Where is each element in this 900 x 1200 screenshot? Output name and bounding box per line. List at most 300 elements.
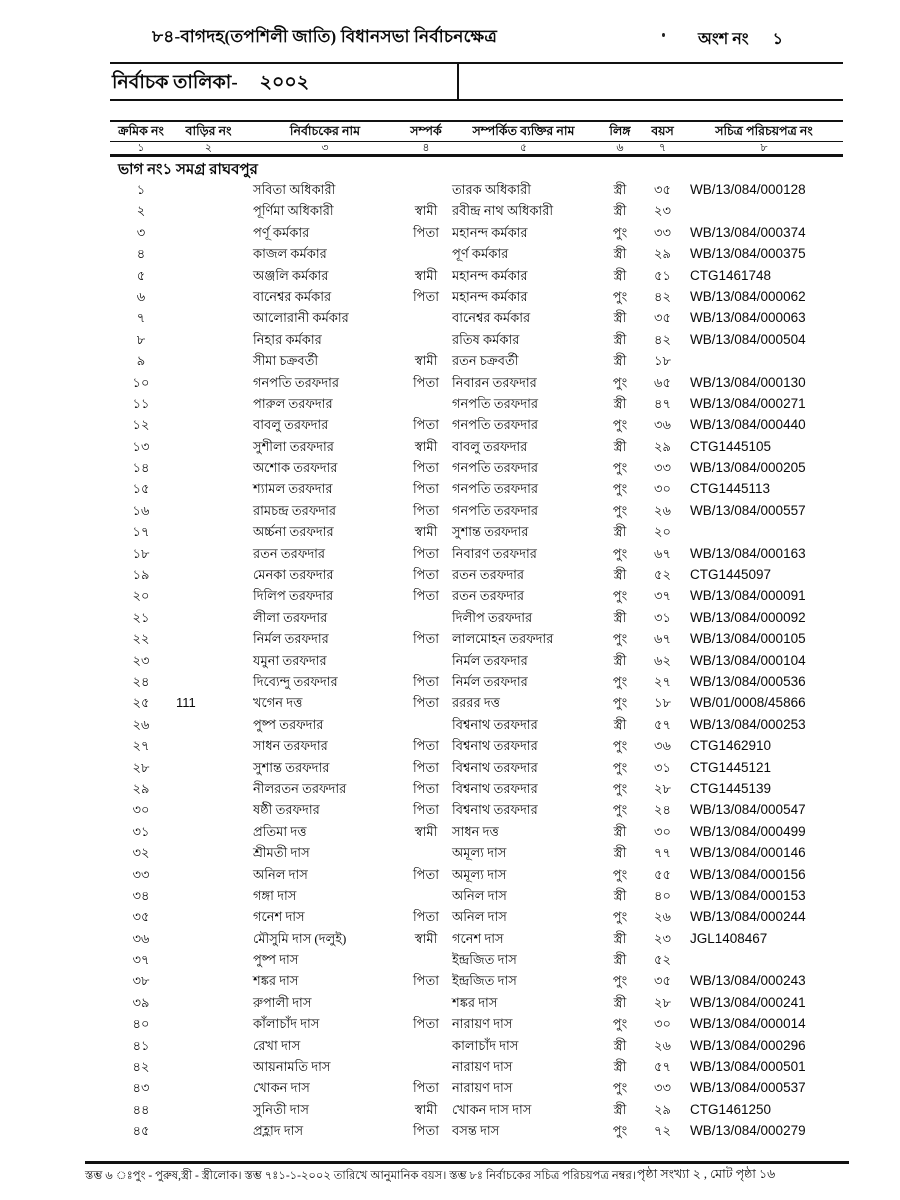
sex-cell: পুং <box>612 288 628 304</box>
relative-name-cell: বাবলু তরফদার <box>452 438 528 454</box>
serial-cell: ৪১ <box>132 1037 150 1053</box>
table-row <box>110 265 843 286</box>
serial-cell: ২৭ <box>132 738 150 754</box>
serial-cell: ৭ <box>136 310 146 326</box>
house-no-cell <box>172 286 245 307</box>
table-row <box>110 350 843 371</box>
house-no-cell <box>172 500 245 521</box>
relation-cell <box>405 992 447 1013</box>
table-row <box>110 521 843 542</box>
table-row <box>110 970 843 991</box>
sex-cell: স্ত্রী <box>613 716 627 732</box>
age-cell: ১৮ <box>654 695 671 711</box>
relative-name-cell: বিশ্বনাথ তরফদার <box>452 802 538 818</box>
elector-name-cell: রেখা দাস <box>253 1037 301 1053</box>
serial-cell: ১৯ <box>132 567 150 583</box>
elector-name-cell: কাজল কর্মকার <box>253 246 327 262</box>
relative-name-cell: অনিল দাস <box>452 909 507 925</box>
elector-name-cell: লীলা তরফদার <box>253 609 328 625</box>
relation-cell: পিতা <box>412 460 440 476</box>
elector-name-cell: অর্চ্চনা তরফদার <box>253 524 334 540</box>
column-number: ৩ <box>321 142 329 154</box>
relative-name-cell: বিশ্বনাথ তরফদার <box>452 716 538 732</box>
epic-number-cell: WB/13/084/000440 <box>690 417 806 433</box>
sex-cell: পুং <box>612 973 628 989</box>
serial-cell: ৪২ <box>132 1059 150 1075</box>
relation-cell: পিতা <box>412 588 440 604</box>
relative-name-cell: বিশ্বনাথ তরফদার <box>452 759 538 775</box>
sex-cell: স্ত্রী <box>613 331 627 347</box>
relative-name-cell: গনপতি তরফদার <box>452 417 538 433</box>
column-header: নির্বাচকের নাম <box>289 124 361 138</box>
relative-name-cell: অমূল্য দাস <box>452 866 507 882</box>
sex-cell: পুং <box>612 588 628 604</box>
relation-cell <box>405 842 447 863</box>
epic-number-cell: WB/13/084/000128 <box>690 182 806 197</box>
relation-cell: পিতা <box>412 481 440 497</box>
epic-number-cell: WB/13/084/000536 <box>690 673 806 689</box>
column-header: সম্পর্ক <box>410 124 442 138</box>
relative-name-cell: গনেশ দাস <box>452 930 504 946</box>
ink-dot <box>662 33 665 37</box>
table-row <box>110 714 843 735</box>
relation-cell: পিতা <box>412 802 440 818</box>
elector-name-cell: নিহার কর্মকার <box>253 331 322 347</box>
house-no-cell <box>172 478 245 499</box>
elector-name-cell: সাধন তরফদার <box>253 738 328 754</box>
serial-cell: ৮ <box>136 331 146 347</box>
age-cell: ৪২ <box>654 288 671 304</box>
relative-name-cell: গনপতি তরফদার <box>452 502 538 518</box>
rule-top <box>110 62 843 64</box>
sex-cell: পুং <box>612 780 628 796</box>
house-no-cell <box>172 992 245 1013</box>
house-no-cell <box>172 179 245 200</box>
age-cell: ২৩ <box>654 930 671 946</box>
sex-cell: পুং <box>612 909 628 925</box>
house-no-cell <box>172 778 245 799</box>
table-row <box>110 478 843 499</box>
elector-name-cell: পারুল তরফদার <box>253 395 333 411</box>
sex-cell: স্ত্রী <box>613 845 627 861</box>
epic-number-cell: WB/13/084/000063 <box>690 310 806 326</box>
elector-name-cell: খগেন দত্ত <box>253 695 303 711</box>
sex-cell: পুং <box>612 374 628 390</box>
house-no-cell <box>172 200 245 221</box>
relation-cell: পিতা <box>412 973 440 989</box>
table-row <box>110 564 843 585</box>
relation-cell <box>405 714 447 735</box>
epic-number-cell: WB/13/084/000547 <box>690 802 806 818</box>
serial-cell: ২৩ <box>132 652 150 668</box>
relation-cell: পিতা <box>412 866 440 882</box>
table-row <box>110 414 843 435</box>
epic-number-cell: WB/13/084/000156 <box>690 866 806 882</box>
relation-cell: পিতা <box>412 759 440 775</box>
house-no-cell <box>172 885 245 906</box>
house-no-cell <box>172 757 245 778</box>
house-no-cell <box>172 1035 245 1056</box>
house-no-cell <box>172 1077 245 1098</box>
relation-cell: পিতা <box>412 567 440 583</box>
elector-name-cell: প্রহ্লাদ দাস <box>253 1123 304 1139</box>
serial-cell: ১২ <box>132 417 150 433</box>
elector-name-cell: বানেশ্বর কর্মকার <box>253 288 332 304</box>
epic-number-cell: WB/13/084/000146 <box>690 845 806 861</box>
sex-cell: স্ত্রী <box>613 438 627 454</box>
serial-cell: ৩৫ <box>132 909 150 925</box>
relation-cell <box>405 885 447 906</box>
house-no-cell <box>172 393 245 414</box>
house-no-cell <box>172 585 245 606</box>
epic-number-cell: WB/13/084/000296 <box>690 1037 806 1053</box>
age-cell: ৩৩ <box>654 224 671 240</box>
column-number: ৭ <box>658 142 667 154</box>
relation-cell: স্বামী <box>414 353 438 369</box>
age-cell: ৩৫ <box>654 973 671 989</box>
relation-cell <box>405 307 447 328</box>
voter-rows <box>110 179 843 1142</box>
column-header: সম্পর্কিত ব্যক্তির নাম <box>472 124 575 138</box>
house-no-cell <box>172 265 245 286</box>
epic-number-cell: WB/13/084/000504 <box>690 331 806 347</box>
sex-cell: পুং <box>612 759 628 775</box>
serial-cell: ৩১ <box>132 823 150 839</box>
serial-cell: ৩৭ <box>132 952 150 968</box>
age-cell: ৪০ <box>654 887 671 903</box>
serial-cell: ৩ <box>136 224 146 240</box>
elector-name-cell: বাবলু তরফদার <box>253 417 329 433</box>
relation-cell: পিতা <box>412 1016 440 1032</box>
elector-name-cell: পর্ণূ কর্মকার <box>253 224 310 240</box>
relative-name-cell: মহানন্দ কর্মকার <box>452 267 528 283</box>
relative-name-cell: নিবারন তরফদার <box>452 374 537 390</box>
column-header: সচিত্র পরিচয়পত্র নং <box>715 124 813 138</box>
table-row <box>110 372 843 393</box>
relative-name-cell: রবীন্দ্র নাথ অধিকারী <box>452 203 554 219</box>
elector-name-cell: সুশান্ত তরফদার <box>253 759 330 775</box>
table-row <box>110 949 843 970</box>
house-no-cell <box>172 564 245 585</box>
part-number-value: ১ <box>772 31 784 48</box>
age-cell: ৬৭ <box>654 545 671 561</box>
age-cell: ১৮ <box>654 353 671 369</box>
relative-name-cell: অনিল দাস <box>452 887 507 903</box>
header-box-divider <box>457 62 459 101</box>
serial-cell: ২ <box>136 203 146 219</box>
relation-cell: পিতা <box>412 417 440 433</box>
elector-name-cell: শ্যামল তরফদার <box>253 481 333 497</box>
elector-name-cell: আলোরানী কর্মকার <box>253 310 349 326</box>
sex-cell: স্ত্রী <box>613 930 627 946</box>
elector-name-cell: মৌসুমি দাস (দলুই) <box>253 930 347 946</box>
sex-cell: পুং <box>612 673 628 689</box>
epic-number-cell: WB/13/084/000014 <box>690 1016 806 1032</box>
relative-name-cell: গনপতি তরফদার <box>452 460 538 476</box>
table-row <box>110 286 843 307</box>
relation-cell <box>405 393 447 414</box>
elector-name-cell: শঙ্কর দাস <box>253 973 299 989</box>
relative-name-cell: লালমোহন তরফদার <box>452 631 554 647</box>
age-cell: ২৬ <box>654 1037 671 1053</box>
elector-name-cell: মেনকা তরফদার <box>253 567 334 583</box>
age-cell: ৬২ <box>654 652 671 668</box>
relative-name-cell: অমূল্য দাস <box>452 845 507 861</box>
table-row <box>110 1120 843 1141</box>
table-row <box>110 864 843 885</box>
age-cell: ২৯ <box>654 438 671 454</box>
elector-name-cell: ষষ্ঠী তরফদার <box>253 802 320 818</box>
sex-cell: পুং <box>612 224 628 240</box>
age-cell: ৩১ <box>654 609 671 625</box>
elector-name-cell: নির্মল তরফদার <box>253 631 329 647</box>
sex-cell: স্ত্রী <box>613 353 627 369</box>
epic-number-cell: CTG1462910 <box>690 738 772 754</box>
serial-cell: ১৭ <box>132 524 150 540</box>
table-row <box>110 885 843 906</box>
column-header: বয়স <box>651 124 674 138</box>
table-row <box>110 329 843 350</box>
elector-name-cell: গঙ্গা দাস <box>253 887 297 903</box>
relative-name-cell: বানেশ্বর কর্মকার <box>452 310 531 326</box>
elector-name-cell: সবিতা অধিকারী <box>253 182 336 197</box>
elector-name-cell: শ্রীমতী দাস <box>253 845 310 861</box>
relation-cell: স্বামী <box>414 1101 438 1117</box>
epic-number-cell: CTG1445105 <box>690 438 772 454</box>
table-row <box>110 778 843 799</box>
age-cell: ৭৭ <box>654 845 671 861</box>
column-number: ৫ <box>519 142 528 154</box>
column-header: ক্রমিক নং <box>118 124 164 138</box>
part-number <box>698 26 783 53</box>
house-no-cell <box>172 243 245 264</box>
relative-name-cell: ইন্দ্রজিত দাস <box>452 973 517 989</box>
relation-cell: পিতা <box>412 374 440 390</box>
house-no-cell <box>172 906 245 927</box>
epic-number-cell: WB/13/084/000105 <box>690 631 806 647</box>
age-cell: ৩৩ <box>654 460 671 476</box>
epic-number-cell: WB/13/084/000537 <box>690 1080 806 1096</box>
table-row <box>110 200 843 221</box>
relation-cell: পিতা <box>412 545 440 561</box>
elector-name-cell: অনিল দাস <box>253 866 308 882</box>
age-cell: ৩৩ <box>654 1080 671 1096</box>
age-cell: ২৬ <box>654 909 671 925</box>
roll-year: ২০০২ <box>259 72 310 93</box>
epic-number-cell: CTG1445139 <box>690 780 772 796</box>
table-row <box>110 992 843 1013</box>
sex-cell: পুং <box>612 738 628 754</box>
house-no-cell <box>172 1013 245 1034</box>
sex-cell: পুং <box>612 866 628 882</box>
table-row <box>110 799 843 820</box>
epic-number-cell <box>685 521 843 542</box>
relative-name-cell: বিশ্বনাথ তরফদার <box>452 738 538 754</box>
age-cell: ৫৭ <box>654 716 671 732</box>
age-cell: ২৮ <box>654 994 671 1010</box>
elector-name-cell: যমুনা তরফদার <box>253 652 327 668</box>
serial-cell: ৩২ <box>132 845 150 861</box>
age-cell: ৩০ <box>654 1016 671 1032</box>
house-no-cell <box>172 414 245 435</box>
age-cell: ২৬ <box>654 502 671 518</box>
epic-number-cell: CTG1445097 <box>690 567 772 583</box>
sex-cell: স্ত্রী <box>613 952 627 968</box>
table-row <box>110 692 843 713</box>
sex-cell: স্ত্রী <box>613 652 627 668</box>
house-no-cell <box>172 372 245 393</box>
sex-cell: স্ত্রী <box>613 609 627 625</box>
relation-cell: স্বামী <box>414 930 438 946</box>
serial-cell: ৪ <box>136 246 146 262</box>
serial-cell: ৩৪ <box>132 887 150 903</box>
relation-cell: স্বামী <box>414 438 438 454</box>
age-cell: ৩০ <box>654 823 671 839</box>
house-no-cell <box>172 714 245 735</box>
house-no-cell <box>172 628 245 649</box>
column-number: ১ <box>137 142 145 154</box>
relation-cell <box>405 949 447 970</box>
house-no-cell <box>172 1099 245 1120</box>
sex-cell: পুং <box>612 1123 628 1139</box>
sex-cell: পুং <box>612 802 628 818</box>
sex-cell: স্ত্রী <box>613 395 627 411</box>
age-cell: ২৮ <box>654 780 671 796</box>
elector-name-cell: রুপালী দাস <box>253 994 312 1010</box>
sex-cell: স্ত্রী <box>613 567 627 583</box>
relative-name-cell: তারক অধিকারী <box>452 182 532 197</box>
roll-title <box>112 68 309 100</box>
table-row <box>110 906 843 927</box>
elector-name-cell: সীমা চক্রবর্তী <box>253 353 319 369</box>
table-row <box>110 393 843 414</box>
epic-number-cell: WB/13/084/000501 <box>690 1059 806 1075</box>
age-cell: ৫১ <box>654 267 671 283</box>
age-cell: ৩১ <box>654 759 671 775</box>
serial-cell: ৩৬ <box>132 930 150 946</box>
sex-cell: স্ত্রী <box>613 182 627 197</box>
relative-name-cell: বসন্ত দাস <box>452 1123 500 1139</box>
serial-cell: ২৪ <box>132 673 150 689</box>
relative-name-cell: নির্মল তরফদার <box>452 652 528 668</box>
relative-name-cell: গনপতি তরফদার <box>452 481 538 497</box>
sex-cell: পুং <box>612 1080 628 1096</box>
age-cell: ২৩ <box>654 203 671 219</box>
age-cell: ২৯ <box>654 246 671 262</box>
constituency-title: ৮৪-বাগদহ(তপশিলী জাতি) বিধানসভা নির্বাচনক্ষেত্র <box>152 27 498 46</box>
table-row <box>110 457 843 478</box>
table-row <box>110 1077 843 1098</box>
serial-cell: ৪০ <box>132 1016 150 1032</box>
relation-cell: পিতা <box>412 224 440 240</box>
epic-number-cell: CTG1445121 <box>690 759 772 775</box>
serial-cell: ৪৪ <box>132 1101 150 1117</box>
age-cell: ২৯ <box>654 1101 671 1117</box>
relative-name-cell: নারায়ণ দাস <box>452 1080 513 1096</box>
elector-name-cell: পুষ্প দাস <box>253 952 299 968</box>
sex-cell: স্ত্রী <box>613 887 627 903</box>
sex-cell: স্ত্রী <box>613 1101 627 1117</box>
serial-cell: ৪৫ <box>132 1123 150 1139</box>
relation-cell <box>405 1056 447 1077</box>
sex-cell: স্ত্রী <box>613 1037 627 1053</box>
age-cell: ৫২ <box>654 567 671 583</box>
relation-cell <box>405 1035 447 1056</box>
sex-cell: স্ত্রী <box>613 1059 627 1075</box>
elector-name-cell: কাঁলাচাঁদ দাস <box>253 1016 320 1032</box>
rule-header-bottom <box>110 99 843 101</box>
table-row <box>110 307 843 328</box>
house-no-cell <box>172 543 245 564</box>
age-cell: ৩৫ <box>654 310 671 326</box>
table-rule-top <box>110 120 843 122</box>
serial-cell: ২২ <box>132 631 150 647</box>
elector-name-cell: অঞ্জলি কর্মকার <box>253 267 329 283</box>
house-no-cell <box>172 799 245 820</box>
relation-cell: স্বামী <box>414 823 438 839</box>
relative-name-cell: নারায়ণ দাস <box>452 1059 513 1075</box>
epic-number-cell: WB/13/084/000241 <box>690 994 806 1010</box>
table-row <box>110 650 843 671</box>
elector-name-cell: খোকন দাস <box>253 1080 310 1096</box>
table-row <box>110 1056 843 1077</box>
relation-cell <box>405 650 447 671</box>
age-cell: ২৭ <box>654 673 671 689</box>
elector-name-cell: গনেশ দাস <box>253 909 305 925</box>
table-row <box>110 607 843 628</box>
epic-number-cell: WB/13/084/000153 <box>690 887 806 903</box>
house-no-cell <box>172 436 245 457</box>
house-no-cell <box>172 307 245 328</box>
age-cell: ৪২ <box>654 331 671 347</box>
serial-cell: ৩৯ <box>132 994 150 1010</box>
relative-name-cell: কালাচাঁদ দাস <box>452 1037 519 1053</box>
relative-name-cell: নিবারণ তরফদার <box>452 545 537 561</box>
epic-number-cell: WB/13/084/000374 <box>690 224 806 240</box>
epic-number-cell: WB/13/084/000271 <box>690 395 806 411</box>
relation-cell: স্বামী <box>414 267 438 283</box>
serial-cell: ৬ <box>136 288 146 304</box>
column-number: ৪ <box>422 142 430 154</box>
relation-cell <box>405 179 447 200</box>
house-no-cell <box>172 970 245 991</box>
relation-cell: পিতা <box>412 780 440 796</box>
house-no-cell <box>172 457 245 478</box>
age-cell: ২০ <box>654 524 671 540</box>
relative-name-cell: নারায়ণ দাস <box>452 1016 513 1032</box>
epic-number-cell: WB/13/084/000279 <box>690 1123 806 1139</box>
relation-cell: পিতা <box>412 1080 440 1096</box>
epic-number-cell: WB/01/0008/45866 <box>690 695 806 711</box>
house-no-cell <box>172 607 245 628</box>
relative-name-cell: গনপতি তরফদার <box>452 395 538 411</box>
column-number: ২ <box>204 142 213 154</box>
epic-number-cell: WB/13/084/000375 <box>690 246 806 262</box>
table-row <box>110 757 843 778</box>
epic-number-cell: WB/13/084/000244 <box>690 909 806 925</box>
house-no-cell <box>172 1056 245 1077</box>
age-cell: ৪৭ <box>654 395 671 411</box>
column-number: ৬ <box>616 142 624 154</box>
serial-cell: ২০ <box>132 588 150 604</box>
sex-cell: পুং <box>612 481 628 497</box>
serial-cell: ২১ <box>132 609 150 625</box>
sex-cell: স্ত্রী <box>613 203 627 219</box>
table-row <box>110 436 843 457</box>
relative-name-cell: রতন তরফদার <box>452 567 525 583</box>
relative-name-cell: পূর্ণ কর্মকার <box>452 246 509 262</box>
house-no-cell <box>172 329 245 350</box>
